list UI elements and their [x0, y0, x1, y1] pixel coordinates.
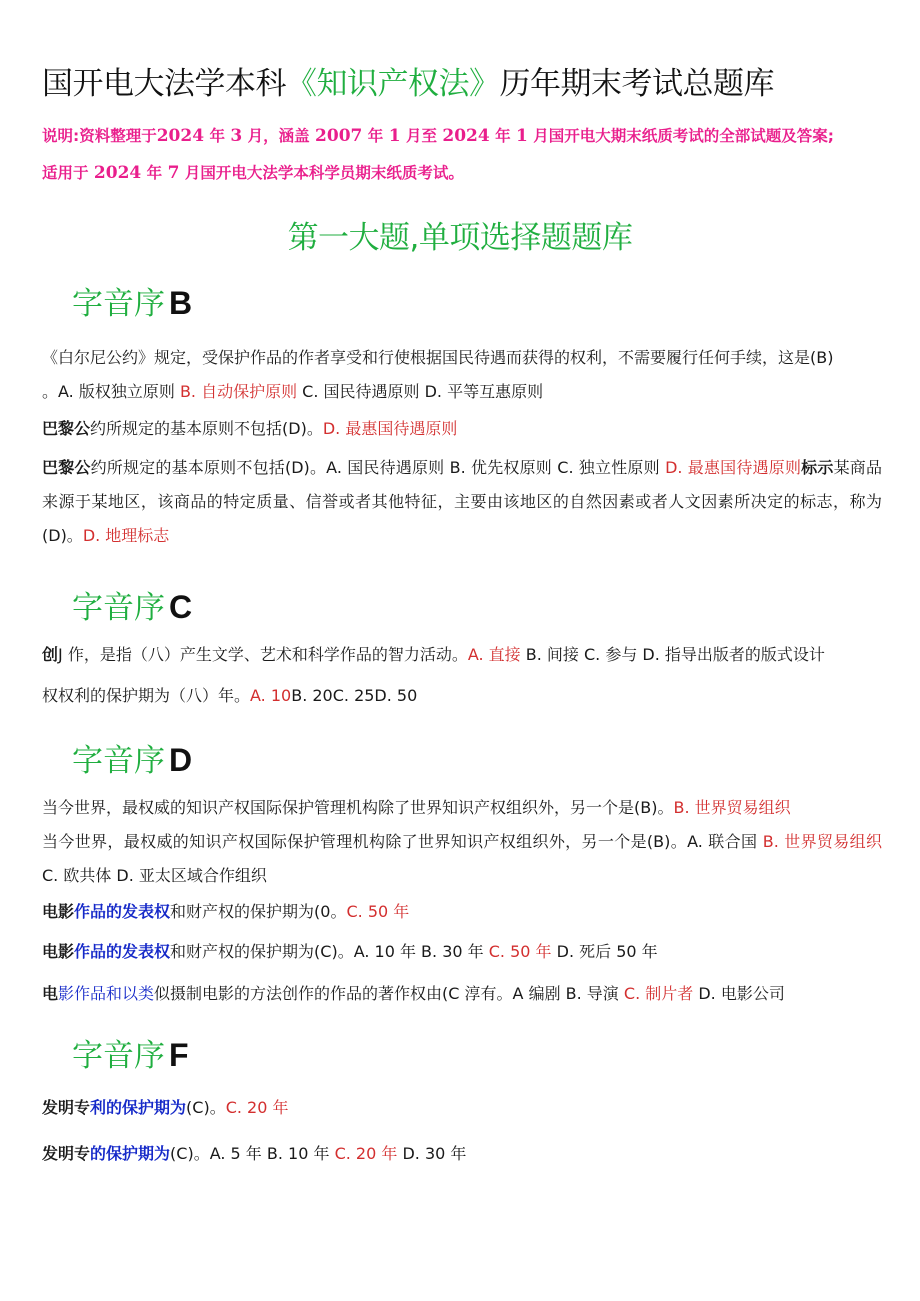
answer-highlight: D. 最惠国待遇原则	[665, 458, 802, 477]
question-keyword-blue: 作品的发表权	[74, 902, 171, 921]
note-number: 2024	[442, 126, 490, 146]
note-number: 2007	[315, 126, 363, 146]
question-d5	[42, 977, 882, 1011]
answer-highlight: D. 地理标志	[82, 526, 170, 545]
question-d4	[42, 935, 882, 969]
note-number: 1	[516, 126, 528, 146]
answer-highlight: A. 10	[250, 686, 292, 705]
title-prefix: 国开电大法学本科	[42, 66, 286, 102]
answer-highlight: C. 50 年	[346, 902, 410, 921]
title-suffix: 历年期末考试总题库	[499, 66, 774, 102]
question-keyword: 发明专	[42, 1144, 91, 1163]
answer-highlight: C. 20 年	[225, 1098, 289, 1117]
answer-highlight: D. 最惠国待遇原则	[322, 419, 458, 438]
question-text: 和财产权的保护期为(0。	[170, 902, 347, 921]
question-c2	[42, 679, 882, 713]
letter-heading-label: 字音序	[72, 1038, 165, 1074]
question-f1	[42, 1091, 882, 1125]
question-text: D. 死后 50 年	[551, 942, 658, 961]
note-text: 月国开电大期末纸质考试的全部试题及答案;	[533, 127, 834, 145]
note-number: 2024	[156, 126, 205, 146]
question-text: (C)。A. 5 年 B. 10 年	[170, 1144, 335, 1163]
question-d2	[42, 825, 882, 893]
question-text: B. 20C. 25D. 50	[291, 686, 418, 705]
question-d3	[42, 895, 882, 929]
question-text: 当今世界，最权威的知识产权国际保护管理机构除了世界知识产权组织外，另一个是(B)。A. 联合国	[42, 832, 763, 851]
note-text: 月，涵盖	[247, 127, 310, 145]
note-text: 适用于	[42, 164, 89, 182]
question-text: 似摄制电影的方法创作的作品的著作权由(C 淳有。A 编剧 B. 导演	[154, 984, 624, 1003]
letter-heading-letter: C	[169, 589, 193, 625]
answer-highlight: B. 世界贸易组织	[673, 798, 791, 817]
note-text: 说明:资料整理于	[42, 127, 157, 145]
note-line-1	[42, 124, 892, 146]
question-text: 。A. 版权独立原则	[42, 382, 180, 401]
letter-heading-c	[72, 582, 192, 627]
question-keyword-blue: 的保护期为	[90, 1144, 171, 1163]
answer-highlight: B. 自动保护原则	[179, 382, 298, 401]
letter-heading-letter: F	[169, 1037, 189, 1073]
letter-heading-letter: B	[169, 285, 193, 321]
question-keyword: 电影	[42, 902, 75, 921]
question-b3	[42, 451, 882, 553]
question-text: 约所规定的基本原则不包括(D)。	[90, 419, 323, 438]
note-text: 年	[495, 127, 511, 145]
note-text: 月至	[405, 127, 437, 145]
question-text: 当今世界，最权威的知识产权国际保护管理机构除了世界知识产权组织外，另一个是(B)。	[42, 798, 674, 817]
letter-heading-label: 字音序	[72, 743, 165, 779]
letter-heading-label: 字音序	[72, 286, 165, 322]
letter-heading-f	[72, 1030, 189, 1075]
note-number: 7	[167, 163, 180, 183]
note-text: 年	[146, 164, 163, 182]
question-text: (C)。	[186, 1098, 226, 1117]
question-b2	[42, 412, 882, 446]
question-keyword: 创	[42, 645, 59, 664]
note-number: 2024	[93, 163, 142, 183]
question-text: 权权利的保护期为（八）年。	[42, 686, 251, 705]
letter-heading-label: 字音序	[72, 590, 165, 626]
question-keyword: 电影	[42, 942, 75, 961]
answer-highlight: C. 50 年	[488, 942, 552, 961]
question-keyword: 巴黎公	[42, 458, 91, 477]
title-course: 《知识产权法》	[286, 66, 500, 102]
question-keyword: 发明专	[42, 1098, 91, 1117]
question-text: C. 国民待遇原则 D. 平等互惠原则	[297, 382, 544, 401]
letter-heading-d	[72, 735, 192, 780]
document-title	[42, 58, 774, 103]
note-text: 年	[209, 127, 225, 145]
question-d1	[42, 791, 882, 825]
letter-heading-b	[72, 278, 192, 323]
note-text: 年	[367, 127, 384, 145]
question-keyword: 标示	[801, 458, 834, 477]
question-b1-line2	[42, 375, 882, 409]
answer-highlight: C. 20 年	[334, 1144, 398, 1163]
question-keyword: 电	[42, 984, 59, 1003]
note-line-2	[42, 161, 892, 183]
question-keyword-blue: 作品的发表权	[74, 942, 171, 961]
question-f2	[42, 1137, 882, 1171]
question-text: D. 电影公司	[693, 984, 785, 1003]
question-text: 某商品来源于某地区，该商品的特定质量、信誉或者其他特征，主要由该地区的自然因素或者人文因素所决定的标志，称为(D)。	[42, 458, 882, 545]
answer-highlight: A. 直接	[467, 645, 521, 664]
answer-highlight: B. 世界贸易组织	[762, 832, 882, 851]
question-keyword-blue: 影作品和以类	[58, 984, 155, 1003]
question-c1	[42, 638, 882, 672]
note-number: 3	[230, 126, 243, 146]
question-text: J 作，是指（八）产生文学、艺术和科学作品的智力活动。	[58, 645, 468, 664]
question-text: D. 30 年	[397, 1144, 467, 1163]
question-text: C. 欧共体 D. 亚太区域合作组织	[42, 866, 267, 885]
answer-highlight: C. 制片者	[623, 984, 694, 1003]
question-keyword-blue: 利的保护期为	[90, 1098, 187, 1117]
question-keyword: 巴黎公	[42, 419, 91, 438]
question-text: 约所规定的基本原则不包括(D)。A. 国民待遇原则 B. 优先权原则 C. 独立性原则	[90, 458, 666, 477]
note-number: 1	[388, 126, 401, 146]
question-text: B. 间接 C. 参与 D. 指导出版者的版式设计	[520, 645, 825, 664]
question-b1-line1	[42, 341, 882, 375]
question-text: 和财产权的保护期为(C)。A. 10 年 B. 30 年	[170, 942, 489, 961]
section-title: 第一大题,单项选择题题库	[287, 220, 633, 256]
question-text: 《白尔尼公约》规定，受保护作品的作者享受和行使根据国民待遇而获得的权利，不需要履行任何手续，这是(B)	[42, 348, 834, 367]
letter-heading-letter: D	[169, 742, 193, 778]
note-text: 月国开电大法学本科学员期末纸质考试。	[184, 164, 464, 182]
